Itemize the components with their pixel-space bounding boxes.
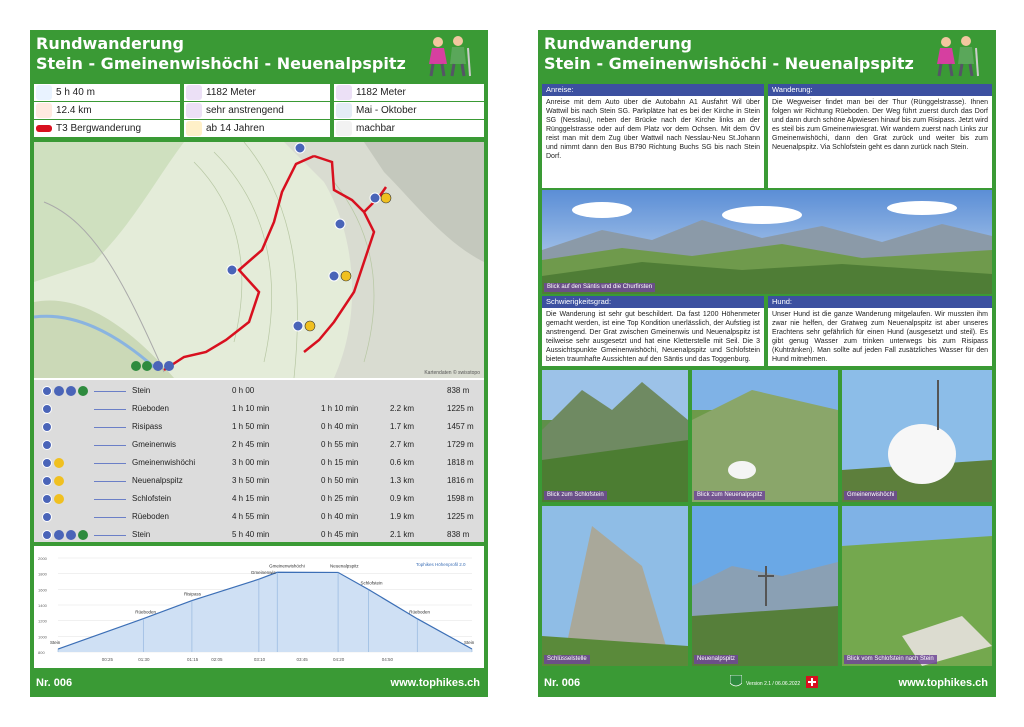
stage-altitude: 1598 m [447, 494, 474, 503]
map-canvas [34, 142, 484, 378]
photo-caption: Gmeinenwishöchi [844, 491, 897, 500]
canton-crest-icon [730, 675, 742, 689]
y-tick-label: 2000 [38, 556, 47, 561]
stage-total-time: 3 h 00 min [232, 458, 270, 467]
y-tick-label: 1200 [38, 618, 47, 624]
sheet-title-right [544, 34, 914, 74]
stage-total-time: 4 h 55 min [232, 512, 270, 521]
stage-distance: 1.7 km [390, 422, 415, 431]
section-text: Die Wanderung ist sehr gut beschildert. Da fast 1200 Höhenmeter gemacht werden, ist eine Top Kondition unerlässlich, der Aufstieg ist anstrengend. Der Grat zwischen Gmeinenwis und Neuenalpspitz ist teilweise sehr ausgesetzt und hat eine Kletterstelle mit Seil. Die 3 Aussichtspunkte Gmeinenwishöchi, Neuenalpspitz und Schlofstein bieten traumhafte Aussichten auf den Säntis und das Toggenburg. [546, 311, 760, 363]
y-tick-label: 1400 [38, 603, 47, 608]
waypoint-label: Rüeboden [409, 609, 430, 615]
photo-schlofstein [542, 370, 688, 502]
stage-name: Risipass [132, 422, 163, 431]
stage-total-time: 5 h 40 min [232, 530, 270, 539]
stage-segment-time: 0 h 25 min [321, 494, 359, 503]
stage-name: Stein [132, 530, 151, 539]
stage-name: Schlofstein [132, 494, 172, 503]
viewpoint-icon [54, 494, 64, 504]
time-tick-label: 03:10 [253, 657, 266, 662]
stage-connector [94, 445, 126, 446]
time-tick-label: 00:25 [101, 657, 113, 662]
sheet-title [36, 34, 406, 74]
stage-distance: 0.9 km [390, 494, 415, 503]
distance-icon [36, 103, 52, 118]
stage-total-time: 3 h 50 min [232, 476, 270, 485]
stage-row [34, 472, 484, 490]
ascent-icon [186, 85, 202, 100]
hikers-icon [930, 34, 982, 78]
section-text: Die Wegweiser findet man bei der Thur (Rünggelstrasse). Ihnen folgen wir Richtung Rüeboden. Der Weg führt zuerst durch das Dorf und dann durch schöne Alpwiesen hinauf bis zum Risipass. Jetzt wird es steil bis zum Gmeinenwiesgrat. Wir wandern zuerst nach Links zur Gmeinenwishöchi, dann den Grat zurück und weiter bis zum Neuenalpspitz. Via Schlofstein geht es dann zurück nach Stein. [772, 99, 988, 151]
stage-distance: 1.9 km [390, 512, 415, 521]
info-sheet-right [538, 30, 996, 697]
stage-segment-time: 1 h 10 min [321, 404, 359, 413]
stage-altitude: 1729 m [447, 440, 474, 449]
stage-connector [94, 427, 126, 428]
stage-connector [94, 535, 126, 536]
stage-row [34, 454, 484, 472]
parking-icon [54, 386, 64, 396]
stage-connector [94, 481, 126, 482]
elevation-profile [34, 546, 484, 668]
dog-icon [336, 121, 352, 136]
time-tick-label: 03:45 [296, 657, 308, 662]
photo-caption: Neuenalpspitz [694, 655, 738, 664]
stage-segment-time: 0 h 15 min [321, 458, 359, 467]
viewpoint-icon [54, 476, 64, 486]
stage-altitude: 1225 m [447, 404, 474, 413]
time-tick-label: 04:20 [333, 657, 345, 662]
stage-name: Neuenalpspitz [132, 476, 183, 485]
waypoint-label: Stein [50, 640, 61, 646]
stage-number-badge [42, 476, 52, 486]
section-anreise [542, 84, 764, 188]
clock-icon [36, 85, 52, 100]
stage-altitude: 838 m [447, 386, 470, 395]
title-line-2: Stein - Gmeinenwishöchi - Neuenalpspitz [544, 54, 914, 73]
stat-distance: 12.4 km [34, 102, 180, 119]
bus-icon [66, 386, 76, 396]
footer-link[interactable]: www.tophikes.ch [898, 677, 988, 689]
section-text: Anreise mit dem Auto über die Autobahn A1 Ausfahrt Wil über Wattwil bis nach Stein SG. Parkplätze hat es bei der Kirche in Stein SG (Nesslau), neben der Brücke nach der Kirche links an der Rünggelstrasse oder auf dem Platz vor dem Ochsen. Mit dem ÖV reist man mit dem Zug über Wattwil nach Nesslau-Neu St.Johann und nimmt dann den Bus B790 Richtung Buchs SG bis nach Stein Dorf. [546, 99, 760, 160]
route-map[interactable] [34, 142, 484, 378]
y-tick-label: 1600 [38, 587, 47, 593]
version-label: Version 2.1 / 06.06.2022 [746, 681, 801, 687]
stage-row [34, 526, 484, 544]
photo-caption: Blick zum Schlofstein [544, 491, 607, 500]
photo-schlofstein-stein [842, 506, 992, 666]
stage-number-badge [42, 440, 52, 450]
waypoint-label: Schlofstein [360, 580, 383, 586]
time-tick-label: 04:50 [381, 657, 394, 662]
waypoint-label: Neuenalpspitz [330, 563, 359, 569]
panorama-photo [542, 190, 992, 294]
photo-schluesselstelle [542, 506, 688, 666]
stage-name: Rüeboden [132, 512, 169, 521]
stat-dog: machbar [334, 120, 484, 137]
stage-distance: 2.7 km [390, 440, 415, 449]
stage-row [34, 382, 484, 400]
descent-icon [336, 85, 352, 100]
stage-connector [94, 409, 126, 410]
bus-icon [66, 530, 76, 540]
stage-number-badge [42, 422, 52, 432]
stage-total-time: 0 h 00 [232, 386, 255, 395]
stage-connector [94, 517, 126, 518]
stage-name: Gmeinenwishöchi [132, 458, 196, 467]
title-line-2: Stein - Gmeinenwishöchi - Neuenalpspitz [36, 54, 406, 73]
waypoint-label: Rüeboden [135, 609, 157, 615]
photo-caption: Blick auf den Säntis und die Churfirsten [544, 283, 655, 292]
stage-total-time: 1 h 10 min [232, 404, 270, 413]
photo-gmeinenwishoechi [842, 370, 992, 502]
time-tick-label: 02:05 [211, 657, 223, 662]
section-heading: Anreise: [542, 84, 764, 96]
waypoint-label: Gmeinenwishöchi [269, 563, 305, 569]
stage-number-badge [42, 494, 52, 504]
stage-distance: 2.1 km [390, 530, 415, 539]
stage-name: Rüeboden [132, 404, 169, 413]
section-heading: Wanderung: [768, 84, 992, 96]
y-tick-label: 1800 [38, 571, 47, 577]
section-schwierigkeit [542, 296, 764, 366]
stage-row [34, 490, 484, 508]
stage-altitude: 1818 m [447, 458, 474, 467]
photo-caption: Schlüsselstelle [544, 655, 590, 664]
hikers-icon [422, 34, 474, 78]
section-heading: Schwierigkeitsgrad: [542, 296, 764, 308]
section-hund [768, 296, 992, 366]
footer-number: Nr. 006 [544, 677, 581, 689]
stage-name: Gmeinenwis [132, 440, 177, 449]
section-heading: Hund: [768, 296, 992, 308]
stage-number-badge [42, 386, 52, 396]
stage-altitude: 1457 m [447, 422, 474, 431]
restaurant-icon [78, 386, 88, 396]
child-icon [186, 121, 202, 136]
stage-table [34, 378, 484, 542]
stage-number-badge [42, 512, 52, 522]
stage-connector [94, 499, 126, 500]
time-tick-label: 01:30 [138, 657, 150, 662]
stage-number-badge [42, 458, 52, 468]
stage-altitude: 838 m [447, 530, 470, 539]
stage-segment-time: 0 h 45 min [321, 530, 359, 539]
stage-altitude: 1225 m [447, 512, 474, 521]
stage-row [34, 508, 484, 526]
restaurant-icon [78, 530, 88, 540]
stage-total-time: 4 h 15 min [232, 494, 270, 503]
stage-row [34, 400, 484, 418]
profile-brand: Tophikes Höhenprofil 2.0 [416, 562, 466, 567]
effort-icon [186, 103, 202, 118]
viewpoint-icon [54, 458, 64, 468]
stage-distance: 2.2 km [390, 404, 415, 413]
footer-link[interactable]: www.tophikes.ch [390, 677, 480, 689]
photo-caption: Blick vom Schlofstein nach Stein [844, 655, 937, 664]
section-text: Unser Hund ist die ganze Wanderung mitgelaufen. Wir mussten ihm zwar nie helfen, der Gratweg zum Neuenalpspitz ist aber unseres Erachtens sehr gefährlich für einen Hund (ausgesetzt und steil). Es gibt genug Wasser zum trinken unterwegs bis zum Risipass (Kuhtränken). Man sollte auf jeden Fall zusätzliches Wasser für den Hund mitnehmen. [772, 311, 988, 363]
y-tick-label: 800 [38, 650, 45, 655]
stage-segment-time: 0 h 40 min [321, 422, 359, 431]
stat-descent: 1182 Meter [334, 84, 484, 101]
stat-season: Mai - Oktober [334, 102, 484, 119]
stage-segment-time: 0 h 40 min [321, 512, 359, 521]
waypoint-label: Stein [464, 640, 475, 646]
photo-neuenalpspitz-view [692, 370, 838, 502]
waypoint-label: Risipass [183, 591, 201, 597]
stage-connector [94, 463, 126, 464]
swiss-flag-icon [806, 675, 818, 689]
calendar-icon [336, 103, 352, 118]
stat-duration: 5 h 40 m [34, 84, 180, 101]
stage-total-time: 1 h 50 min [232, 422, 270, 431]
waypoint-label: Gmeinenwis [250, 570, 276, 576]
stage-altitude: 1816 m [447, 476, 474, 485]
y-tick-label: 1000 [38, 634, 47, 640]
stage-distance: 1.3 km [390, 476, 415, 485]
stat-difficulty: T3 Bergwanderung [34, 120, 180, 137]
stage-name: Stein [132, 386, 151, 395]
stage-distance: 0.6 km [390, 458, 415, 467]
stage-number-badge [42, 404, 52, 414]
section-wanderung [768, 84, 992, 188]
stage-number-badge [42, 530, 52, 540]
footer-number: Nr. 006 [36, 677, 73, 689]
stat-effort: sehr anstrengend [184, 102, 330, 119]
stage-row [34, 418, 484, 436]
info-sheet-left [30, 30, 488, 697]
stage-connector [94, 391, 126, 392]
stage-segment-time: 0 h 50 min [321, 476, 359, 485]
parking-icon [54, 530, 64, 540]
tour-stats [34, 84, 484, 138]
title-line-1: Rundwanderung [544, 34, 692, 53]
map-credit: Kartendaten © swisstopo [424, 370, 480, 376]
title-line-1: Rundwanderung [36, 34, 184, 53]
photo-neuenalpspitz-summit [692, 506, 838, 666]
time-tick-label: 01:15 [186, 657, 199, 662]
stage-segment-time: 0 h 55 min [321, 440, 359, 449]
stat-age: ab 14 Jahren [184, 120, 330, 137]
stat-ascent: 1182 Meter [184, 84, 330, 101]
stage-row [34, 436, 484, 454]
photo-caption: Blick zum Neuenalpspitz [694, 491, 765, 500]
profile-chart [36, 548, 482, 666]
trail-marker-icon [36, 125, 52, 132]
stage-total-time: 2 h 45 min [232, 440, 270, 449]
